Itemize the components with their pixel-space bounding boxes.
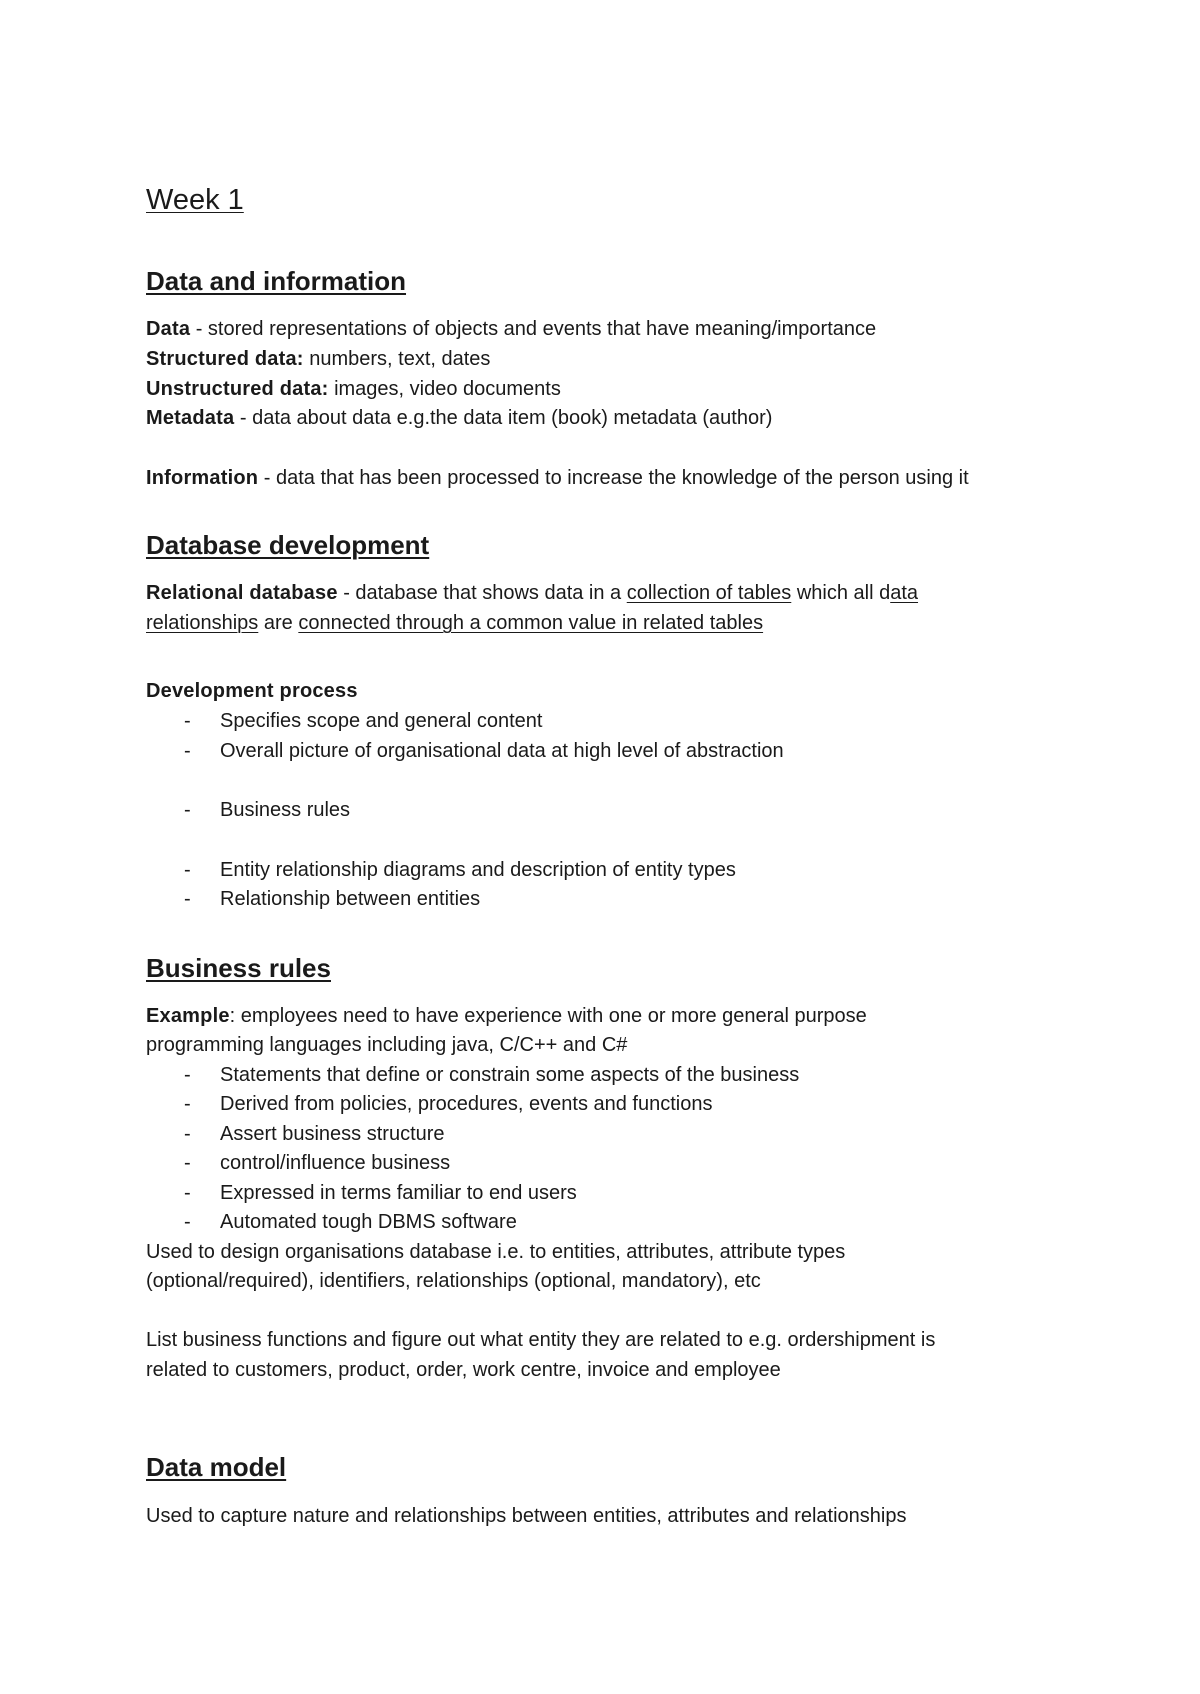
term-data: Data [146,318,191,340]
term-structured-data: Structured data: [146,348,304,370]
list-item-text: Entity relationship diagrams and description of entity types [220,859,736,881]
term-information: Information [146,467,259,489]
list-item-text: control/influence business [220,1152,451,1174]
relational-text-2: which all d [791,582,891,604]
bullet-dash: - [184,859,191,881]
definition-relational-database [146,583,918,603]
page-title: Week 1 [146,184,244,216]
term-unstructured-data: Unstructured data: [146,378,329,400]
definition-metadata [146,408,772,428]
bullet-dash: - [184,1064,191,1086]
relational-text-3: are [258,612,299,634]
business-rules-list-text: List business functions and figure out what entity they are related to e.g. ordershipment is [146,1329,936,1351]
list-item-text: Overall picture of organisational data at high level of abstraction [220,740,784,762]
bullet-dash: - [184,710,191,732]
definition-unstructured-data-text: images, video documents [328,378,561,400]
relational-underlined-2: ata [890,582,919,604]
definition-unstructured-data [146,379,561,399]
definition-relational-database-cont [146,613,763,633]
data-model-text: Used to capture nature and relationships between entities, attributes and relationships [146,1505,907,1527]
list-item-text: Relationship between entities [220,888,481,910]
definition-information [146,468,969,488]
definition-data-text: - stored representations of objects and events that have meaning/importance [190,318,877,340]
definition-structured-data [146,349,490,369]
relational-underlined-3: relationships [146,612,259,634]
definition-information-text: - data that has been processed to increase the knowledge of the person using it [258,467,969,489]
bullet-dash: - [184,888,191,910]
bullet-dash: - [184,1182,191,1204]
business-rules-example [146,1006,867,1026]
term-relational-database: Relational database [146,582,338,604]
business-rules-used-text: Used to design organisations database i.e. to entities, attributes, attribute types [146,1241,846,1263]
term-example: Example [146,1005,230,1027]
list-item-text: Expressed in terms familiar to end users [220,1182,577,1204]
business-rules-example-cont: programming languages including java, C/C++ and C# [146,1034,628,1056]
bullet-dash: - [184,1123,191,1145]
list-item-text: Automated tough DBMS software [220,1211,517,1233]
definition-structured-data-text: numbers, text, dates [303,348,491,370]
bullet-dash: - [184,1152,191,1174]
list-item-text: Specifies scope and general content [220,710,543,732]
bullet-dash: - [184,799,191,821]
list-item-text: Business rules [220,799,351,821]
bullet-dash: - [184,1211,191,1233]
list-item-text: Assert business structure [220,1123,445,1145]
business-rules-used-text-cont: (optional/required), identifiers, relationships (optional, mandatory), etc [146,1270,761,1292]
term-metadata: Metadata [146,407,235,429]
subheading-development-process: Development process [146,680,358,702]
definition-data [146,319,876,339]
business-rules-list-text-cont: related to customers, product, order, work centre, invoice and employee [146,1359,781,1381]
relational-underlined-1: collection of tables [626,582,792,604]
bullet-dash: - [184,1093,191,1115]
heading-business-rules: Business rules [146,953,331,983]
heading-data-and-information: Data and information [146,266,407,296]
definition-metadata-text: - data about data e.g.the data item (book) metadata (author) [234,407,773,429]
heading-data-model: Data model [146,1452,287,1482]
relational-underlined-4: connected through a common value in related tables [298,612,764,634]
example-text: : employees need to have experience with one or more general purpose [229,1005,867,1027]
list-item-text: Statements that define or constrain some aspects of the business [220,1064,800,1086]
list-item-text: Derived from policies, procedures, events and functions [220,1093,713,1115]
heading-database-development: Database development [146,530,430,560]
bullet-dash: - [184,740,191,762]
relational-text-1: - database that shows data in a [337,582,627,604]
